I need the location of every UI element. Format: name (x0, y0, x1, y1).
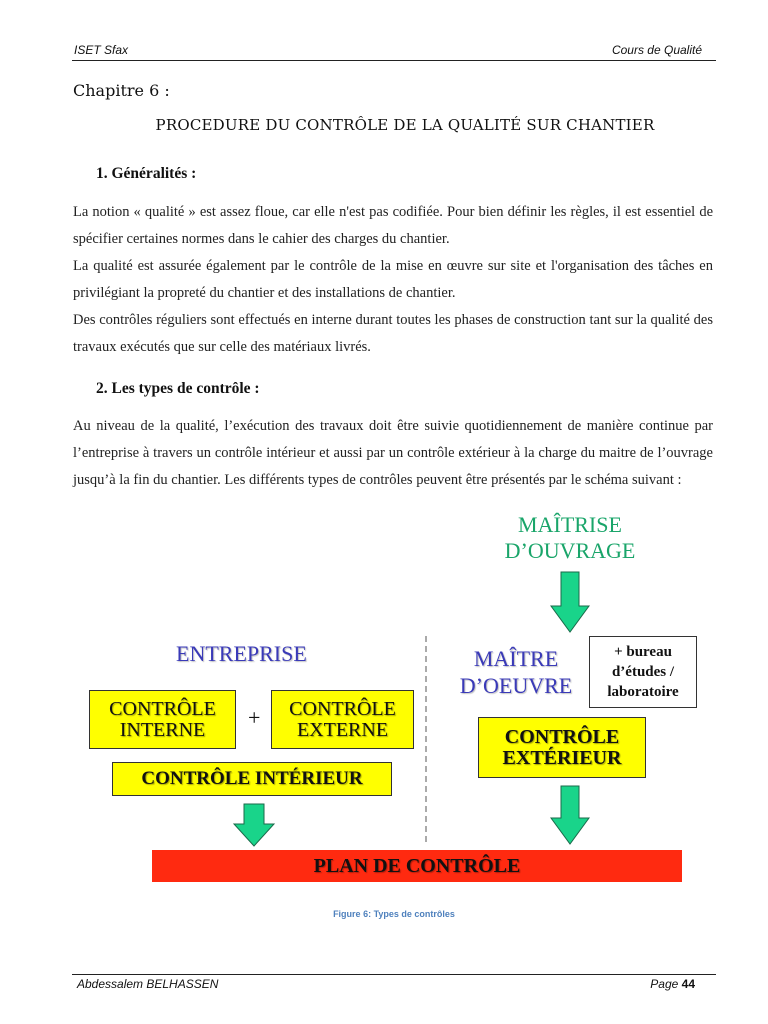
arrow-down-icon (234, 804, 274, 846)
paragraph-text: Des contrôles réguliers sont effectués en interne durant toutes les phases de construction tant sur la qualité des travaux exécutés que sur celle des matériaux livrés. (73, 312, 713, 355)
bureau-line: d’études / (611, 664, 675, 680)
controle-interne-box (89, 690, 236, 749)
paragraph-text: La qualité est assurée également par le contrôle de la mise en œuvre sur site et l'organisation des tâches en privilégiant la propreté du chantier et des installations de chantier. (73, 258, 713, 301)
plan-controle-bar: PLAN DE CONTRÔLE (152, 850, 682, 882)
controle-interieur-box: CONTRÔLE INTÉRIEUR (112, 762, 392, 796)
entreprise-label: ENTREPRISE (176, 641, 307, 666)
maitrise-line: MAÎTRISE (518, 512, 622, 537)
controle-interne-line: CONTRÔLE (109, 697, 216, 720)
section-heading: 2. Les types de contrôle : (96, 380, 260, 397)
footer-page (650, 977, 695, 991)
footer-author: Abdessalem BELHASSEN (77, 977, 219, 991)
chapter-title: PROCEDURE DU CONTRÔLE DE LA QUALITÉ SUR CHANTIER (155, 116, 655, 134)
paragraph-text: La notion « qualité » est assez floue, car elle n'est pas codifiée. Pour bien définir les règles, il est essentiel de spécifier certaines normes dans le cahier des charges du chantier. (73, 204, 713, 247)
maitre-oeuvre-label (456, 645, 576, 699)
page-label: Page (650, 977, 679, 991)
header-left-text: ISET Sfax (74, 43, 129, 57)
plus-sign: + (248, 705, 261, 730)
paragraph-text: Au niveau de la qualité, l’exécution des travaux doit être suivie quotidiennement de manière continue par l’entreprise à travers un contrôle intérieur et aussi par un contrôle extérieur à la charge du maitre de l’ouvrage jusqu’à la fin du chantier. Les différents types de contrôles peuvent être présentés par le schéma suivant : (73, 418, 713, 488)
section-heading: 1. Généralités : (96, 165, 197, 182)
bureau-line: + bureau (614, 644, 672, 660)
page-number: 44 (681, 977, 695, 991)
maitrise-line: D’OUVRAGE (504, 538, 636, 563)
header-right-text: Cours de Qualité (611, 43, 702, 57)
footer-rule (72, 974, 716, 975)
controle-exterieur-line: CONTRÔLE (504, 725, 620, 748)
controle-externe-box (271, 690, 414, 749)
chapter-number: Chapitre 6 : (73, 81, 170, 100)
controle-externe-line: CONTRÔLE (289, 697, 396, 720)
arrow-down-icon (551, 572, 589, 632)
maitre-oeuvre-line: MAÎTRE (473, 646, 559, 671)
bureau-line: laboratoire (607, 684, 679, 700)
controle-exterieur-line: EXTÉRIEUR (502, 746, 622, 769)
figure-caption: Figure 6: Types de contrôles (333, 909, 455, 919)
controle-externe-line: EXTERNE (296, 718, 389, 741)
maitre-oeuvre-line: D’OEUVRE (459, 673, 573, 698)
bureau-etudes-box (589, 636, 697, 708)
arrow-down-icon (551, 786, 589, 844)
controle-exterieur-box (478, 717, 646, 778)
controle-interne-line: INTERNE (119, 718, 206, 741)
